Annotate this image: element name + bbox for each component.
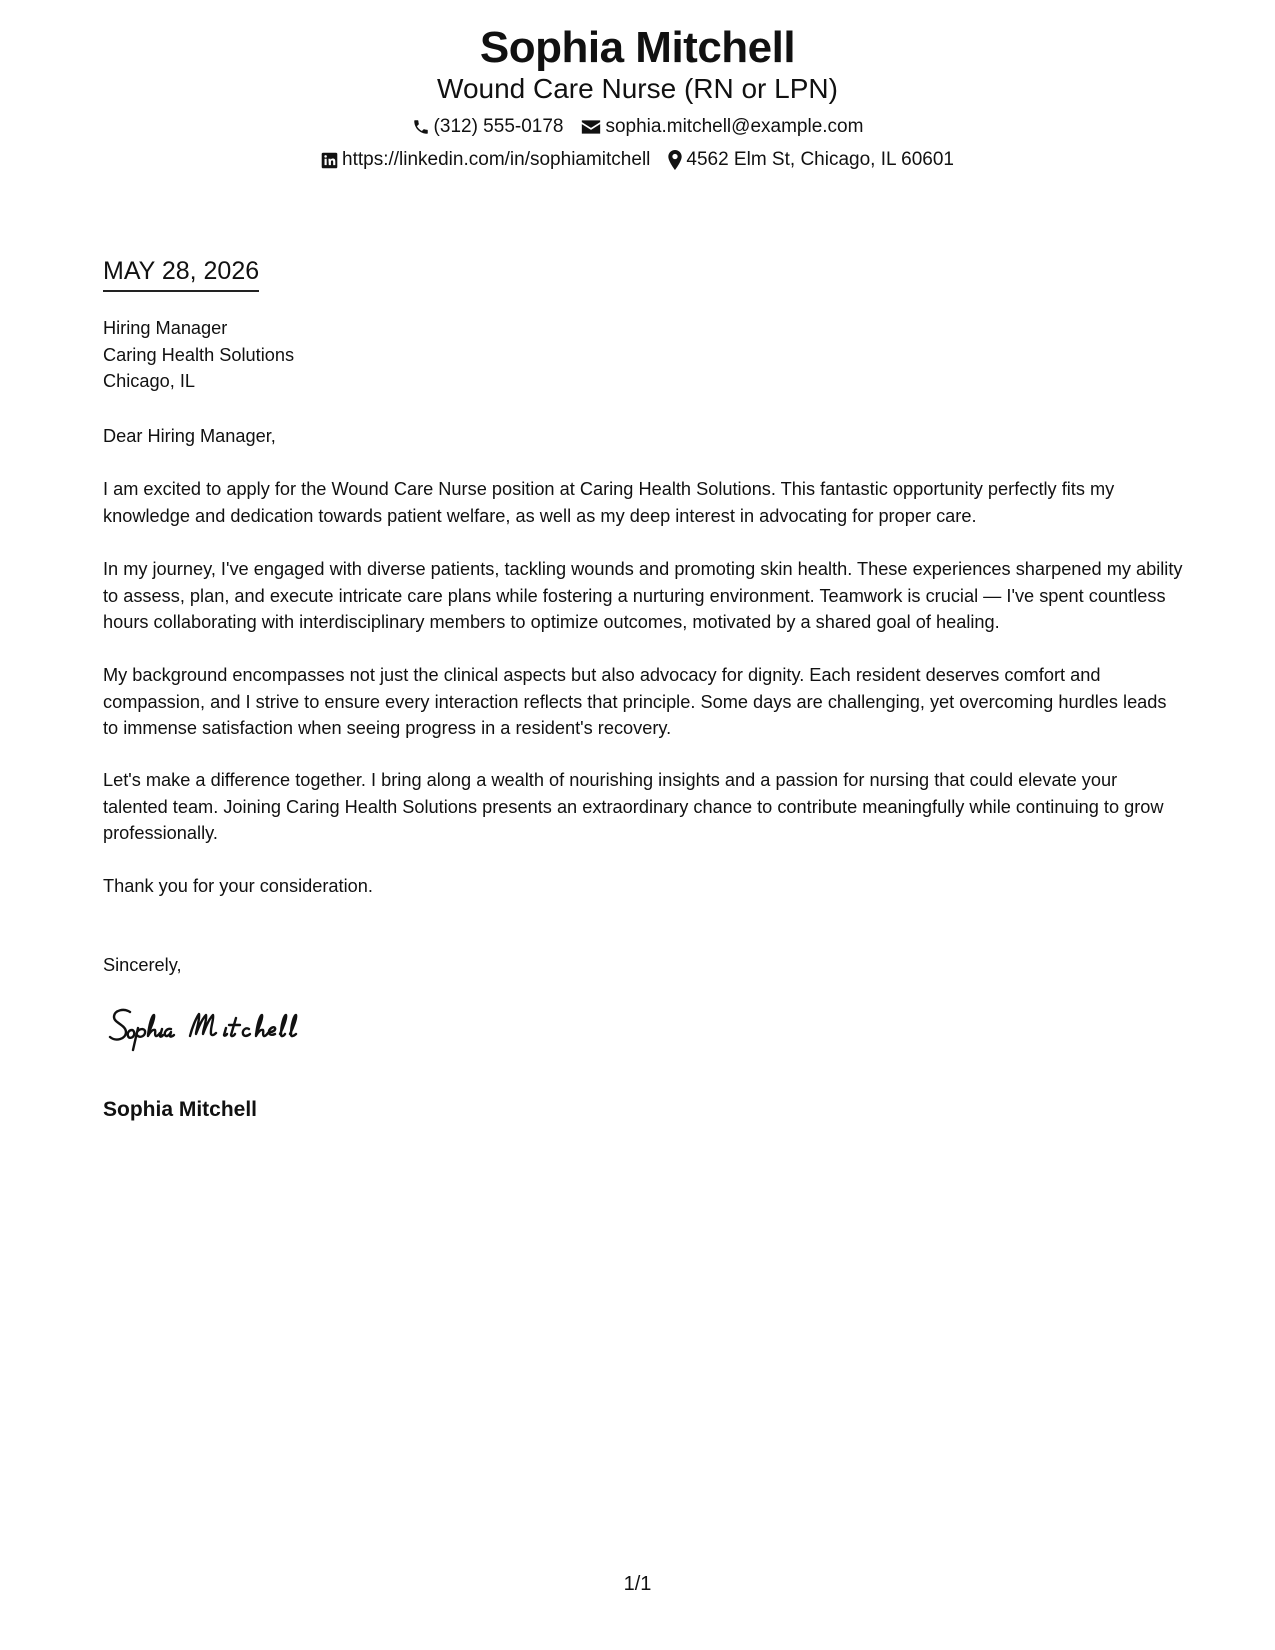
contact-phone: [412, 115, 564, 139]
recipient-line: Chicago, IL: [103, 371, 196, 391]
applicant-name: Sophia Mitchell: [479, 23, 796, 72]
applicant-title: Wound Care Nurse (RN or LPN): [437, 73, 838, 104]
signer-name: Sophia Mitchell: [103, 1098, 258, 1121]
body-paragraph: In my journey, I've engaged with diverse patients, tackling wounds and promoting skin health. These experiences sharpened my ability to assess, plan, and execute intricate care plans while fostering a nurturing environment. Teamwork is crucial — I've spent countless hours collaborating with interdisciplinary members to optimize outcomes, motivated by a shared goal of healing.: [103, 559, 1183, 632]
phone-number: (312) 555-0178: [433, 116, 564, 137]
linkedin-icon: [321, 152, 338, 169]
contact-row-2: [0, 148, 1275, 172]
contact-address: [668, 148, 954, 172]
recipient-block: [103, 315, 1183, 395]
salutation: Dear Hiring Manager,: [103, 426, 276, 446]
sign-off: Sincerely,: [103, 955, 182, 975]
letter-header: [0, 22, 1275, 172]
body-paragraph: I am excited to apply for the Wound Care Nurse position at Caring Health Solutions. This fantastic opportunity perfectly fits my knowledge and dedication towards patient welfare, as well as my deep interest in advocating for proper care.: [103, 479, 1115, 526]
email-address: sophia.mitchell@example.com: [605, 116, 864, 137]
page-number: 1/1: [623, 1573, 652, 1595]
linkedin-url: https://linkedin.com/in/sophiamitchell: [342, 149, 651, 170]
street-address: 4562 Elm St, Chicago, IL 60601: [686, 149, 954, 170]
body-paragraph: Let's make a difference together. I bring along a wealth of nourishing insights and a passion for nursing that could elevate your talented team. Joining Caring Health Solutions presents an extraordinary chance to contribute meaningfully while continuing to grow professionally.: [103, 770, 1164, 843]
contact-linkedin: [321, 148, 650, 172]
body-paragraph: My background encompasses not just the clinical aspects but also advocacy for dignity. Each resident deserves comfort and compassion, and I strive to ensure every interaction reflects that principle. Some days are challenging, yet overcoming hurdles leads to immense satisfaction when seeing progress in a resident's recovery.: [103, 665, 1167, 738]
handwritten-signature: [108, 998, 368, 1058]
closing-line: Thank you for your consideration.: [103, 876, 373, 896]
map-marker-icon: [668, 150, 682, 170]
contact-email: [581, 115, 863, 139]
recipient-line: Hiring Manager: [103, 318, 228, 338]
envelope-icon: [581, 119, 601, 135]
recipient-line: Caring Health Solutions: [103, 344, 295, 365]
letter-date: MAY 28, 2026: [103, 256, 259, 292]
phone-icon: [412, 118, 430, 136]
contact-row-1: [0, 115, 1275, 139]
